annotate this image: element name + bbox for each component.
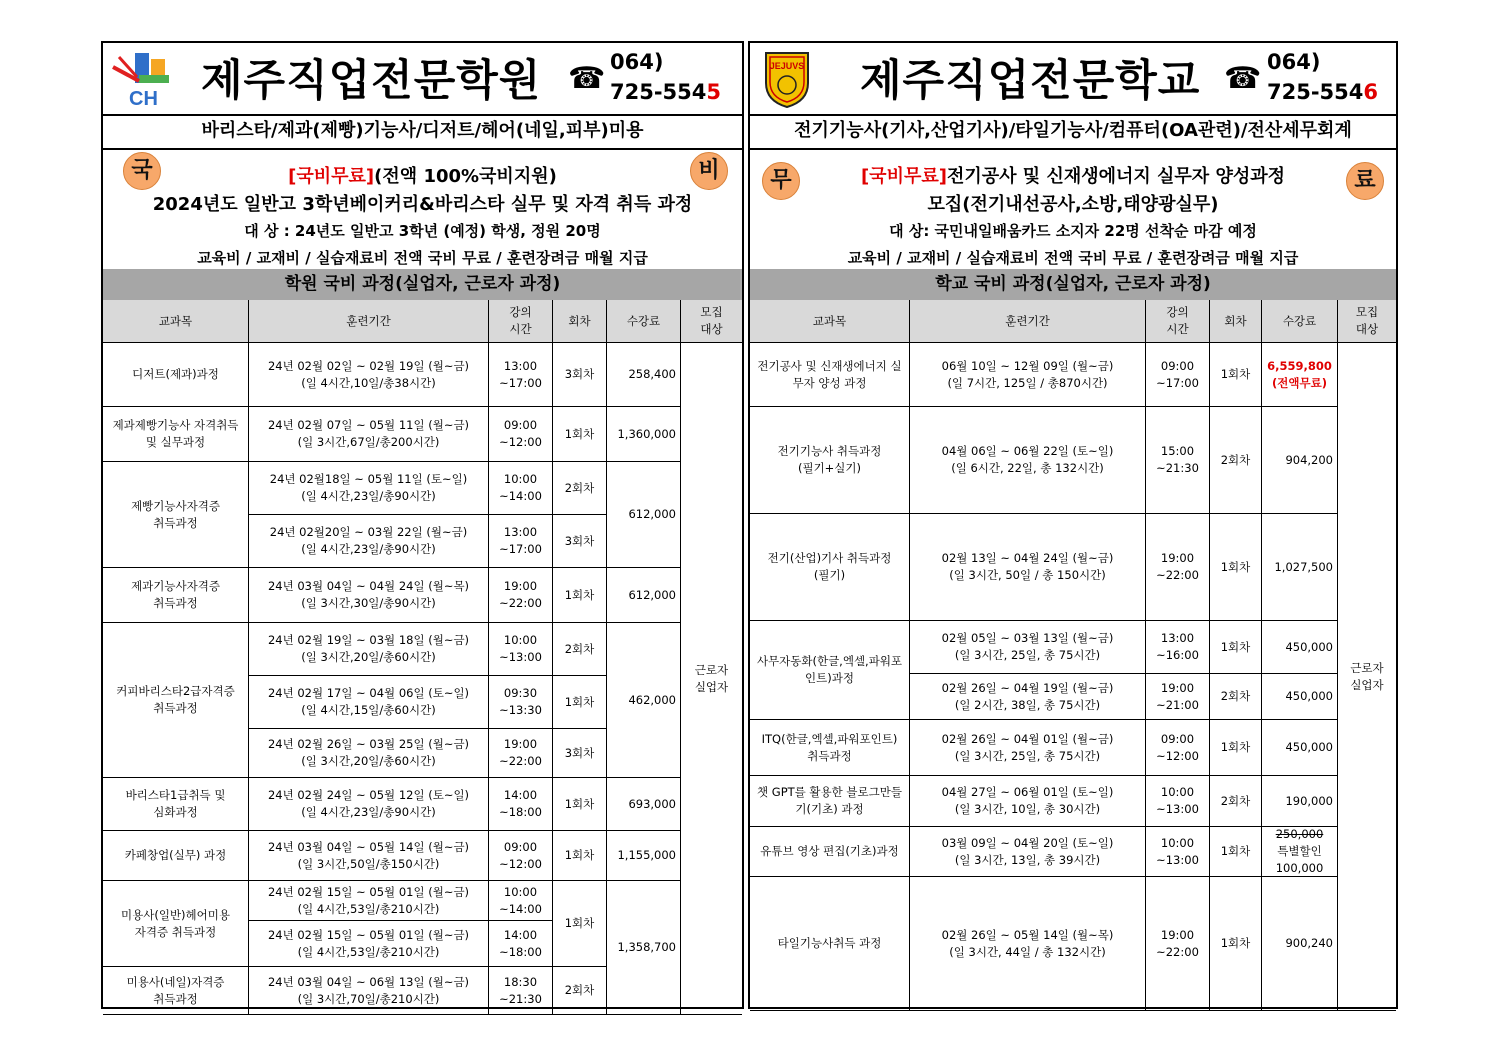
tuition-fee: [1262, 343, 1338, 407]
class-time: 10:00 ~13:00: [489, 623, 553, 676]
header-hours: 강의 시간: [489, 300, 553, 343]
left-panel: [101, 41, 744, 1009]
left-phone: [610, 47, 721, 107]
training-period: 24년 02월 24일 ~ 05월 12일 (토~일) (일 4시간,23일/총90시간): [249, 778, 489, 831]
header-fee: 수강료: [607, 300, 681, 343]
right-subjects: 전기기능사(기사,산업기사)/타일기능사/컴퓨터(OA관련)/전산세무회계: [750, 114, 1396, 150]
training-period: 24년 03월 04일 ~ 05월 14일 (월~금) (일 3시간,50일/총150시간): [249, 831, 489, 881]
header-course: 교과목: [103, 300, 249, 343]
fee-value: 904,200: [1285, 452, 1333, 467]
round: 1회차: [1210, 514, 1262, 621]
tuition-fee: [1262, 827, 1338, 877]
class-time: 09:00 ~12:00: [1146, 720, 1210, 776]
recruit-target: 근로자 실업자: [681, 343, 742, 1015]
fee-value: 190,000: [1285, 793, 1333, 808]
badge-guk: 국: [123, 152, 161, 190]
class-time: 13:00 ~16:00: [1146, 621, 1210, 674]
phone-main: 725-554: [610, 80, 707, 104]
fee-value: 6,559,800 (전액무료): [1267, 358, 1332, 390]
right-header: [750, 43, 1396, 116]
course-name: 전기(산업)기사 취득과정 (필기): [750, 514, 910, 621]
promo-line2: 모집(전기내선공사,소방,태양광실무): [927, 194, 1219, 215]
promo-line1: [103, 162, 742, 188]
training-period: 02월 13일 ~ 04월 24일 (월~금) (일 3시간, 50일 / 총 150시간): [910, 514, 1146, 621]
class-time: 18:30 ~21:30: [489, 967, 553, 1015]
class-time: 19:00 ~22:00: [489, 729, 553, 778]
training-period: 24년 02월20일 ~ 03월 22일 (월~금) (일 4시간,23일/총90시간): [249, 515, 489, 568]
class-time: 09:00 ~12:00: [489, 831, 553, 881]
class-time: 19:00 ~22:00: [489, 568, 553, 623]
right-phone: [1267, 47, 1378, 107]
class-time: 19:00 ~22:00: [1146, 514, 1210, 621]
training-period: 24년 02월18일 ~ 05월 11일 (토~일) (일 4시간,23일/총90시간): [249, 462, 489, 515]
course-name: 사무자동화(한글,엑셀,파워포 인트)과정: [750, 621, 910, 720]
phone-last-digit: 5: [706, 80, 722, 104]
phone-area: 064): [1267, 50, 1321, 74]
tuition-fee: [1262, 407, 1338, 514]
recruit-target: 근로자 실업자: [1338, 343, 1396, 1011]
course-name: ITQ(한글,엑셀,파워포인트) 취득과정: [750, 720, 910, 776]
class-time: 10:00 ~13:00: [1146, 776, 1210, 827]
class-time: 14:00 ~18:00: [489, 921, 553, 967]
left-promo: [103, 148, 742, 271]
header-round: 회차: [1210, 300, 1262, 343]
phone-main: 725-554: [1267, 80, 1364, 104]
class-time: 10:00 ~13:00: [1146, 827, 1210, 877]
round: 1회차: [1210, 827, 1262, 877]
class-time: 19:00 ~21:00: [1146, 674, 1210, 720]
left-subjects: 바리스타/제과(제빵)기능사/디저트/헤어(네일,피부)미용: [103, 114, 742, 150]
training-period: 04월 06일 ~ 06월 22일 (토~일) (일 6시간, 22일, 총 132시간): [910, 407, 1146, 514]
free-tag: [국비무료]: [860, 166, 947, 187]
tuition-fee: 462,000: [607, 623, 681, 778]
right-promo: [750, 148, 1396, 271]
course-name: 바리스타1급취득 및 심화과정: [103, 778, 249, 831]
header-round: 회차: [553, 300, 607, 343]
header-target: 모집 대상: [681, 300, 742, 343]
training-period: 02월 05일 ~ 03월 13일 (월~금) (일 3시간, 25일, 총 75시간): [910, 621, 1146, 674]
course-name: 유튜브 영상 편집(기초)과정: [750, 827, 910, 877]
class-time: 10:00 ~14:00: [489, 462, 553, 515]
fee-value: 450,000: [1285, 689, 1333, 703]
class-time: 14:00 ~18:00: [489, 778, 553, 831]
course-name: 전기공사 및 신재생에너지 실 무자 양성 과정: [750, 343, 910, 407]
training-period: 24년 03월 04일 ~ 06월 13일 (월~금) (일 3시간,70일/총210시간): [249, 967, 489, 1015]
course-name: 미용사(일반)헤어미용 자격증 취득과정: [103, 881, 249, 967]
tuition-fee: 1,360,000: [607, 407, 681, 462]
training-period: 24년 02월 15일 ~ 05월 01일 (월~금) (일 4시간,53일/총210시간): [249, 881, 489, 921]
course-name: 디저트(제과)과정: [103, 343, 249, 407]
round: 2회차: [1210, 674, 1262, 720]
header-target: 모집 대상: [1338, 300, 1396, 343]
class-time: 09:00 ~12:00: [489, 407, 553, 462]
phone-icon: ☎: [568, 61, 606, 96]
header-course: 교과목: [750, 300, 910, 343]
training-period: 02월 26일 ~ 05월 14일 (월~목) (일 3시간, 44일 / 총 132시간): [910, 877, 1146, 1011]
class-time: 19:00 ~22:00: [1146, 877, 1210, 1011]
right-title: 제주직업전문학교: [860, 56, 1201, 106]
promo-line2: 2024년도 일반고 3학년베이커리&바리스타 실무 및 자격 취득 과정: [152, 194, 693, 215]
right-panel: [748, 41, 1398, 1009]
right-course-table: [750, 300, 1396, 1007]
round: 1회차: [553, 568, 607, 623]
round: 1회차: [553, 881, 607, 967]
phone-last-digit: 6: [1363, 80, 1379, 104]
training-period: 24년 02월 15일 ~ 05월 01일 (월~금) (일 4시간,53일/총210시간): [249, 921, 489, 967]
course-name: 미용사(네일)자격증 취득과정: [103, 967, 249, 1015]
round: 1회차: [553, 407, 607, 462]
fee-value: 450,000: [1285, 740, 1333, 754]
round: 1회차: [553, 676, 607, 729]
left-title: 제주직업전문학원: [201, 56, 542, 106]
training-period: 24년 02월 07일 ~ 05월 11일 (월~금) (일 3시간,67일/총200시간): [249, 407, 489, 462]
svg-text:CH: CH: [129, 88, 158, 109]
tuition-fee: [1262, 877, 1338, 1011]
course-name: 타일기능사취득 과정: [750, 877, 910, 1011]
promo-line3: 대 상: 국민내일배움카드 소지자 22명 선착순 마감 예정: [889, 222, 1257, 240]
training-period: 24년 03월 04일 ~ 04월 24일 (월~목) (일 3시간,30일/총90시간): [249, 568, 489, 623]
course-name: 챗 GPT를 활용한 블로그만들 기(기초) 과정: [750, 776, 910, 827]
class-time: 15:00 ~21:30: [1146, 407, 1210, 514]
fee-value: 특별할인 100,000: [1275, 844, 1324, 875]
round: 1회차: [1210, 621, 1262, 674]
original-fee: 250,000: [1275, 827, 1324, 841]
fee-value: 1,027,500: [1274, 559, 1333, 574]
course-name: 제빵기능사자격증 취득과정: [103, 462, 249, 568]
course-name: 카페창업(실무) 과정: [103, 831, 249, 881]
round: 2회차: [1210, 776, 1262, 827]
round: 3회차: [553, 729, 607, 778]
course-name: 전기기능사 취득과정 (필기+실기): [750, 407, 910, 514]
fee-value: 450,000: [1285, 639, 1333, 654]
course-name: 제과제빵기능사 자격취득 및 실무과정: [103, 407, 249, 462]
course-name: 커피바리스타2급자격증 취득과정: [103, 623, 249, 778]
round: 2회차: [553, 462, 607, 515]
round: 2회차: [553, 623, 607, 676]
tuition-fee: [1262, 720, 1338, 776]
header-fee: 수강료: [1262, 300, 1338, 343]
header-period: 훈련기간: [910, 300, 1146, 343]
left-course-table: [103, 300, 742, 1007]
training-period: 02월 26일 ~ 04월 19일 (월~금) (일 2시간, 38일, 총 75시간): [910, 674, 1146, 720]
round: 1회차: [553, 778, 607, 831]
phone-area: 064): [610, 50, 664, 74]
round: 2회차: [553, 967, 607, 1015]
training-period: 24년 02월 02일 ~ 02월 19일 (월~금) (일 4시간,10일/총38시간): [249, 343, 489, 407]
training-period: 24년 02월 19일 ~ 03월 18일 (월~금) (일 3시간,20일/총60시간): [249, 623, 489, 676]
promo-line3: 대 상 : 24년도 일반고 3학년 (예정) 학생, 정원 20명: [244, 222, 601, 240]
tuition-fee: 612,000: [607, 568, 681, 623]
badge-ryo: 료: [1346, 162, 1384, 200]
class-time: 13:00 ~17:00: [489, 343, 553, 407]
training-period: 03월 09일 ~ 04월 20일 (토~일) (일 3시간, 13일, 총 39시간): [910, 827, 1146, 877]
class-time: 09:30 ~13:30: [489, 676, 553, 729]
badge-mu: 무: [762, 162, 800, 200]
round: 1회차: [1210, 877, 1262, 1011]
tuition-fee: 612,000: [607, 462, 681, 568]
training-period: 04월 27일 ~ 06월 01일 (토~일) (일 3시간, 10일, 총 30시간): [910, 776, 1146, 827]
right-section-title: 학교 국비 과정(실업자, 근로자 과정): [750, 269, 1396, 301]
header-hours: 강의 시간: [1146, 300, 1210, 343]
tuition-fee: 1,155,000: [607, 831, 681, 881]
jejuvs-shield-logo-icon: [762, 49, 812, 109]
tuition-fee: [1262, 514, 1338, 621]
badge-bi: 비: [690, 152, 728, 190]
training-period: 24년 02월 17일 ~ 04월 06일 (토~일) (일 4시간,15일/총60시간): [249, 676, 489, 729]
tuition-fee: [1262, 776, 1338, 827]
tuition-fee: [1262, 621, 1338, 674]
tuition-fee: 693,000: [607, 778, 681, 831]
round: 1회차: [553, 831, 607, 881]
ch-logo-icon: [109, 49, 183, 109]
training-period: 06월 10일 ~ 12월 09일 (월~금) (일 7시간, 125일 / 총870시간): [910, 343, 1146, 407]
tuition-fee: 258,400: [607, 343, 681, 407]
promo-line1-rest: (전액 100%국비지원): [374, 166, 557, 187]
round: 2회차: [1210, 407, 1262, 514]
course-name: 제과기능사자격증 취득과정: [103, 568, 249, 623]
promo-line1-rest: 전기공사 및 신재생에너지 실무자 양성과정: [946, 166, 1286, 187]
promo-line4: 교육비 / 교재비 / 실습재료비 전액 국비 무료 / 훈련장려금 매월 지급: [847, 249, 1299, 267]
tuition-fee: 1,358,700: [607, 881, 681, 1015]
class-time: 09:00 ~17:00: [1146, 343, 1210, 407]
promo-line1: [750, 162, 1396, 188]
training-period: 02월 26일 ~ 04월 01일 (월~금) (일 3시간, 25일, 총 75시간): [910, 720, 1146, 776]
left-header: [103, 43, 742, 116]
class-time: 10:00 ~14:00: [489, 881, 553, 921]
promo-line4: 교육비 / 교재비 / 실습재료비 전액 국비 무료 / 훈련장려금 매월 지급: [197, 249, 648, 267]
fee-value: 900,240: [1285, 936, 1333, 950]
left-section-title: 학원 국비 과정(실업자, 근로자 과정): [103, 269, 742, 301]
round: 1회차: [1210, 720, 1262, 776]
training-period: 24년 02월 26일 ~ 03월 25일 (월~금) (일 3시간,20일/총60시간): [249, 729, 489, 778]
free-tag: [국비무료]: [288, 166, 375, 187]
class-time: 13:00 ~17:00: [489, 515, 553, 568]
round: 1회차: [1210, 343, 1262, 407]
phone-icon: ☎: [1224, 61, 1262, 96]
logo-text: JEJUVS: [769, 61, 805, 71]
round: 3회차: [553, 515, 607, 568]
round: 3회차: [553, 343, 607, 407]
header-period: 훈련기간: [249, 300, 489, 343]
tuition-fee: [1262, 674, 1338, 720]
